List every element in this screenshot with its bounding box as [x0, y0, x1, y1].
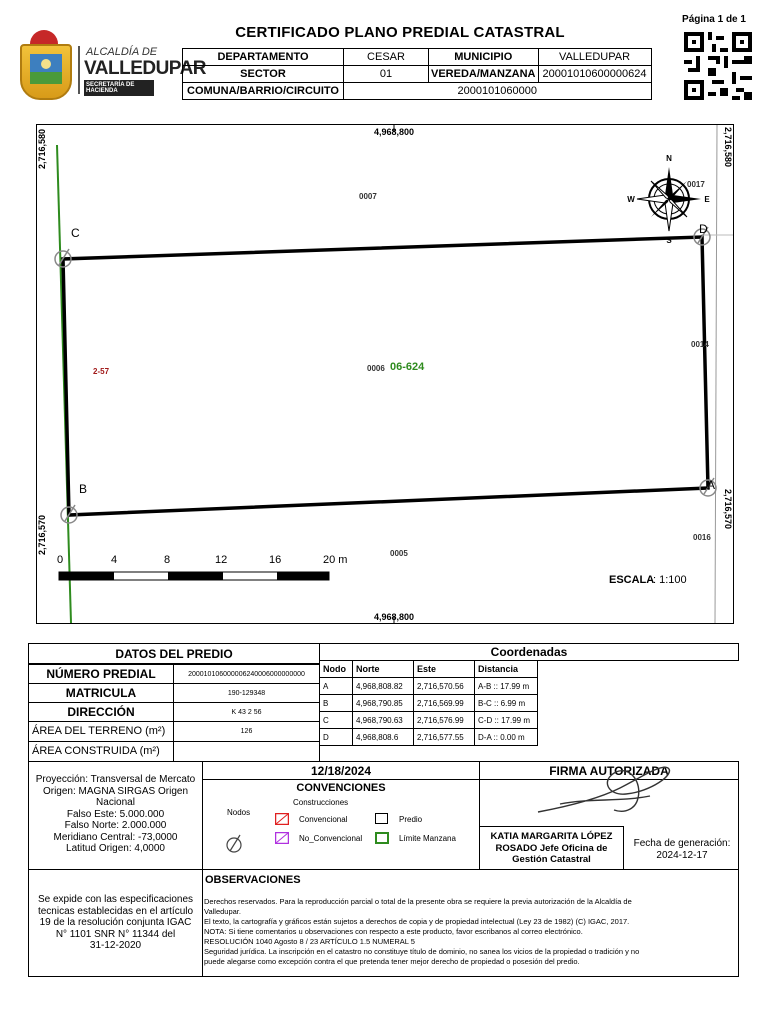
convenciones-box — [202, 779, 480, 870]
coord-top: 4,968,800 — [373, 127, 415, 137]
comuna-label: COMUNA/BARRIO/CIRCUITO — [183, 83, 344, 100]
predio-legend-icon — [375, 813, 388, 824]
coord-cell: 2,716,577.55 — [414, 729, 475, 746]
coord-cell: 2,716,570.56 — [414, 678, 475, 695]
fecha-generacion-date: 2024-12-17 — [656, 850, 708, 861]
lot-label-2-57: 2-57 — [93, 367, 110, 376]
expide-line: tecnicas establecidas en el artículo — [37, 905, 194, 917]
compass-rose-icon — [627, 154, 710, 245]
nodos-label: Nodos — [227, 808, 251, 817]
convencional-hatch — [276, 814, 288, 824]
coord-right-bottom: 2,716,570 — [723, 489, 733, 530]
matricula-label: MATRICULA — [28, 683, 174, 703]
lot-label-0005: 0005 — [390, 549, 408, 558]
lot-label-0007: 0007 — [359, 192, 377, 201]
coord-cell: 2,716,576.99 — [414, 712, 475, 729]
neighbor-boundary-right — [715, 125, 717, 623]
coord-cell: A — [320, 678, 353, 695]
page-number: Página 1 de 1 — [682, 14, 746, 25]
proyeccion-line: Latitud Origen: 4,0000 — [66, 843, 165, 854]
observaciones-text — [204, 897, 724, 967]
qr-code — [684, 32, 752, 100]
area-construida-label: ÁREA CONSTRUIDA (m²) — [28, 741, 174, 762]
coord-cell: A-B :: 17.99 m — [475, 678, 538, 695]
cadastral-map — [37, 125, 733, 623]
predio-title: DATOS DEL PREDIO — [28, 643, 320, 664]
expide-box — [28, 869, 203, 977]
node-legend-icon — [223, 832, 245, 854]
convencional-label: Convencional — [299, 815, 348, 824]
lot-label-0016: 0016 — [693, 533, 711, 542]
document-title: CERTIFICADO PLANO PREDIAL CATASTRAL — [235, 24, 565, 41]
coord-cell: 4,968,790.63 — [353, 712, 414, 729]
proyeccion-line: Proyección: Transversal de Mercato — [35, 774, 196, 785]
coord-cell: D-A :: 0.00 m — [475, 729, 538, 746]
logo-divider — [78, 46, 80, 94]
fecha-cell: 12/18/2024 — [202, 761, 480, 780]
coat-of-arms-logo — [20, 44, 72, 100]
compass-s: S — [666, 236, 672, 245]
matricula-value: 190-129348 — [173, 683, 320, 703]
sector-label: SECTOR — [183, 66, 344, 83]
departamento-value: CESAR — [344, 49, 429, 66]
no-convencional-hatch — [276, 833, 288, 843]
compass-n: N — [666, 154, 672, 163]
table-row — [320, 729, 538, 746]
observaciones-line: Seguridad jurídica. La inscripción en el catastro no constituye título de dominio, no sanea los vicios de la propiedad o tradición y no — [204, 947, 640, 956]
construcciones-label: Construcciones — [293, 798, 349, 807]
coord-cell: 2,716,569.99 — [414, 695, 475, 712]
convenciones-title: CONVENCIONES — [296, 782, 386, 794]
proyeccion-line: Falso Norte: 2.000.000 — [64, 820, 167, 831]
proyeccion-line: Origen: MAGNA SIRGAS Origen — [42, 785, 189, 797]
observaciones-line: El texto, la cartografía y gráficos están sujetos a derechos de copia y de propiedad intelectual (Ley 23 de 1982) (C) IGAC, 2017. — [204, 917, 630, 926]
coord-cell: B-C :: 6.99 m — [475, 695, 538, 712]
coord-cell: D — [320, 729, 353, 746]
proyeccion-line: Meridiano Central: -73,0000 — [53, 831, 178, 843]
limite-manzana-label: Límite Manzana — [399, 834, 456, 843]
signature-image — [530, 758, 680, 820]
no-convencional-legend-icon — [275, 832, 289, 844]
vereda-value: 20001010600000624 — [538, 66, 651, 83]
coord-cell: 4,968,808.6 — [353, 729, 414, 746]
expide-line: 31-12-2020 — [89, 940, 142, 951]
firma-title: FIRMA AUTORIZADA — [479, 761, 739, 780]
observaciones-line: NOTA: Si tiene comentarios u observaciones con respecto a este producto, favor escribanos al correo electrónico. — [204, 927, 583, 936]
scale-tick-16: 16 — [269, 554, 282, 566]
node-label-b: B — [79, 482, 88, 496]
scale-tick-20: 20 m — [323, 554, 348, 566]
firma-name-line: Gestión Catastral — [512, 854, 591, 865]
coord-header-este: Este — [414, 661, 475, 678]
comuna-value: 2000101060000 — [344, 83, 652, 100]
scale-bar — [57, 554, 347, 580]
coord-cell: 4,968,790.85 — [353, 695, 414, 712]
limite-manzana-swatch — [376, 833, 388, 843]
node-label-a: A — [707, 478, 716, 492]
logo-text-alcaldia: ALCALDÍA DE — [86, 46, 158, 58]
compass-e: E — [704, 195, 710, 204]
observaciones-title: OBSERVACIONES — [205, 874, 301, 886]
coord-header-nodo: Nodo — [320, 661, 353, 678]
table-row — [320, 678, 538, 695]
node-label-c: C — [71, 226, 80, 240]
observaciones-line: Valledupar. — [204, 907, 241, 916]
lot-label-0017: 0017 — [687, 180, 705, 189]
proyeccion-line: Falso Este: 5.000.000 — [66, 808, 165, 820]
numero-predial-label: NÚMERO PREDIAL — [28, 664, 174, 684]
expide-line: N° 1101 SNR N° 11344 del — [55, 928, 176, 940]
coord-left-top: 2,716,580 — [37, 129, 47, 170]
fecha-generacion-label: Fecha de generación: — [633, 838, 731, 849]
direccion-label: DIRECCIÓN — [28, 702, 174, 722]
proyeccion-box — [28, 761, 203, 870]
logo-text-valledupar: VALLEDUPAR — [84, 58, 207, 79]
predio-polygon — [63, 237, 708, 515]
area-construida-value — [173, 741, 320, 762]
coord-bottom: 4,968,800 — [373, 612, 415, 622]
coord-cell: B — [320, 695, 353, 712]
no-convencional-label: No_Convencional — [299, 834, 363, 843]
observaciones-line: RESOLUCIÓN 1040 Agosto 8 / 23 ARTÍCULO 1.5 NUMERAL 5 — [204, 937, 415, 946]
proyeccion-text — [29, 774, 202, 855]
coord-cell: C-D :: 17.99 m — [475, 712, 538, 729]
logo-text-secretaria: SECRETARÍA DE HACIENDA — [84, 80, 154, 96]
scale-tick-4: 4 — [111, 554, 118, 566]
sector-value: 01 — [344, 66, 429, 83]
expide-text — [29, 894, 202, 952]
coord-right-top: 2,716,580 — [723, 127, 733, 168]
firma-box — [479, 779, 739, 870]
lot-label-main: 06-624 — [390, 361, 425, 373]
firma-name-box — [480, 826, 624, 870]
coord-cell: C — [320, 712, 353, 729]
lot-label-0014: 0014 — [691, 340, 709, 349]
map-frame — [36, 124, 734, 624]
firma-name-line: ROSADO Jefe Oficina de — [495, 842, 608, 854]
predio-legend-label: Predio — [399, 815, 423, 824]
compass-w: W — [627, 195, 635, 204]
numero-predial-value: 200010106000006240006000000000 — [173, 664, 320, 684]
table-row — [320, 712, 538, 729]
expide-line: 19 de la resolución conjunta IGAC — [39, 917, 192, 928]
area-terreno-label: ÁREA DEL TERRENO (m²) — [28, 721, 174, 742]
scale-tick-12: 12 — [215, 554, 228, 566]
firma-name-line: KATIA MARGARITA LÓPEZ — [490, 831, 613, 842]
area-terreno-value: 126 — [173, 721, 320, 742]
observaciones-line: puede alegarse como excepción contra el que pretenda tener mejor derecho de propiedad o posesión del predio. — [204, 957, 580, 966]
header-info-table — [182, 48, 652, 100]
coord-header-norte: Norte — [353, 661, 414, 678]
scale-value: : 1:100 — [653, 574, 687, 586]
table-row — [320, 695, 538, 712]
proyeccion-line: Nacional — [96, 797, 135, 808]
node-label-d: D — [699, 222, 708, 236]
scale-tick-8: 8 — [164, 554, 171, 566]
observaciones-line: Derechos reservados. Para la reproducción parcial o total de la presente obra se requiere la previa autorización de la Alcaldía de — [204, 897, 632, 906]
municipio-label: MUNICIPIO — [429, 49, 539, 66]
coordenadas-title: Coordenadas — [319, 643, 739, 661]
lot-label-0006: 0006 — [367, 364, 385, 373]
scale-label: ESCALA — [609, 574, 655, 586]
coord-cell: 4,968,808.82 — [353, 678, 414, 695]
coord-header-distancia: Distancia — [475, 661, 538, 678]
convencional-legend-icon — [275, 813, 289, 825]
limite-manzana-line — [57, 145, 71, 623]
scale-tick-0: 0 — [57, 554, 64, 566]
vereda-label: VEREDA/MANZANA — [429, 66, 539, 83]
direccion-value: K 43 2 56 — [173, 702, 320, 722]
municipio-value: VALLEDUPAR — [538, 49, 651, 66]
limite-manzana-legend-icon — [375, 832, 389, 844]
expide-line: Se expide con las especificaciones — [37, 894, 194, 905]
fecha-generacion — [626, 838, 738, 862]
coat-of-arms-emblem — [22, 46, 70, 98]
coordinates-table — [319, 660, 538, 746]
coord-left-bottom: 2,716,570 — [37, 514, 47, 556]
departamento-label: DEPARTAMENTO — [183, 49, 344, 66]
